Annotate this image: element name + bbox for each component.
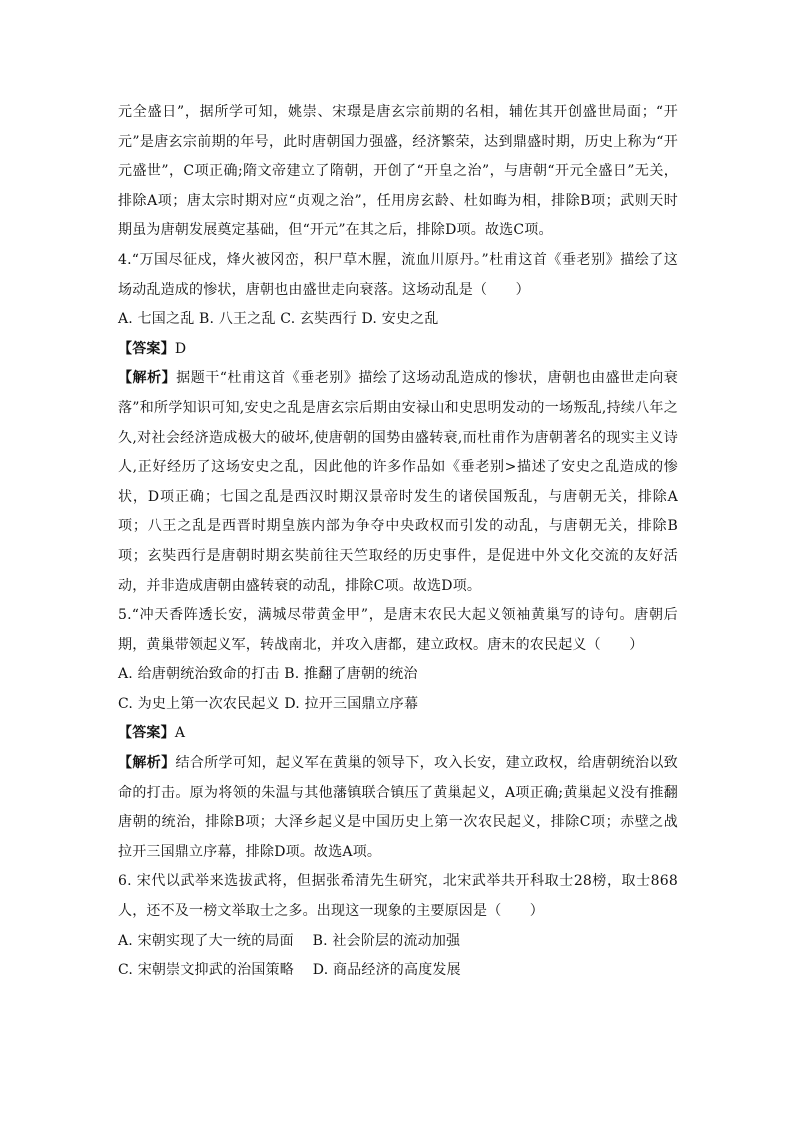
question-4-analysis (118, 364, 678, 601)
answer-value: A (174, 725, 186, 742)
question-5-stem: 5.“冲天香阵透长安，满城尽带黄金甲”，是唐末农民大起义领袖黄巢写的诗句。唐朝后期，黄巢带领起义军，转战南北，并攻入唐都，建立政权。唐末的农民起义（ ） (118, 607, 678, 653)
analysis-label: 【解析】 (118, 370, 177, 387)
question-4-answer (118, 335, 678, 365)
analysis-text: 据题干“杜甫这首《垂老别》描绘了这场动乱造成的惨状，唐朝也由盛世走向衰落”和所学知识可知,安史之乱是唐玄宗后期由安禄山和史思明发动的一场叛乱,持续八年之久,对社会经济造成极大的破坏,使唐朝的国势由盛转衰,而杜甫作为唐朝著名的现实主义诗人,正好经历了这场安史之乱，因此他的许多作品如《垂老别>描述了安史之乱造成的惨状，D项正确；七国之乱是西汉时期汉景帝时发生的诸侯国叛乱，与唐朝无关，排除A项；八王之乱是西晋时期皇族内部为争夺中央政权而引发的动乱，与唐朝无关，排除B项；玄奘西行是唐朝时期玄奘前往天竺取经的历史事件，是促进中外文化交流的友好活动，并非造成唐朝由盛转衰的动乱，排除C项。故选D项。 (118, 370, 678, 594)
question-4-stem: 4.“万国尽征戍，烽火被冈峦，积尸草木腥，流血川原丹。”杜甫这首《垂老别》描绘了这场动乱造成的惨状，唐朝也由盛世走向衰落。这场动乱是（ ） (118, 251, 678, 298)
question-5-answer (118, 719, 678, 749)
previous-question-explanation-tail: 元全盛日”，据所学可知，姚崇、宋璟是唐玄宗前期的名相，辅佐其开创盛世局面；“开元”是唐玄宗前期的年号，此时唐朝国力强盛，经济繁荣，达到鼎盛时期，历史上称为“开元盛世”，C项正确;隋文帝建立了隋朝，开创了“开皇之治”，与唐朝“开元全盛日”无关，排除A项；唐太宗时期对应“贞观之治”，任用房玄龄、杜如晦为相，排除B项；武则天时期虽为唐朝发展奠定基础，但“开元”在其之后，排除D项。故选C项。 (118, 104, 678, 239)
document-content (118, 98, 678, 986)
question-5-options-line-1: A. 给唐朝统治致命的打击 B. 推翻了唐朝的统治 (118, 666, 418, 683)
analysis-label: 【解析】 (118, 755, 176, 772)
question-6-options-line-1: A. 宋朝实现了大一统的局面 B. 社会阶层的流动加强 (118, 932, 461, 949)
question-5-analysis (118, 749, 678, 867)
question-4-options: A. 七国之乱 B. 八王之乱 C. 玄奘西行 D. 安史之乱 (118, 311, 439, 328)
analysis-text: 结合所学可知，起义军在黄巢的领导下，攻入长安，建立政权，给唐朝统治以致命的打击。原为将领的朱温与其他藩镇联合镇压了黄巢起义，A项正确;黄巢起义没有推翻唐朝的统治，排除B项；大泽乡起义是中国历史上第一次农民起义，排除C项；赤壁之战拉开三国鼎立序幕，排除D项。故选A项。 (118, 755, 678, 860)
question-6-stem: 6. 宋代以武举来选拔武将，但据张希清先生研究，北宋武举共开科取士28榜，取士868人，还不及一榜文举取士之多。出现这一现象的主要原因是（ ） (118, 873, 678, 920)
answer-label: 【答案】 (118, 725, 175, 742)
answer-value: D (174, 340, 187, 357)
question-5-options-line-2: C. 为史上第一次农民起义 D. 拉开三国鼎立序幕 (118, 695, 419, 712)
question-6-options-line-2: C. 宋朝崇文抑武的治国策略 D. 商品经济的高度发展 (118, 962, 461, 979)
answer-label: 【答案】 (118, 340, 175, 357)
